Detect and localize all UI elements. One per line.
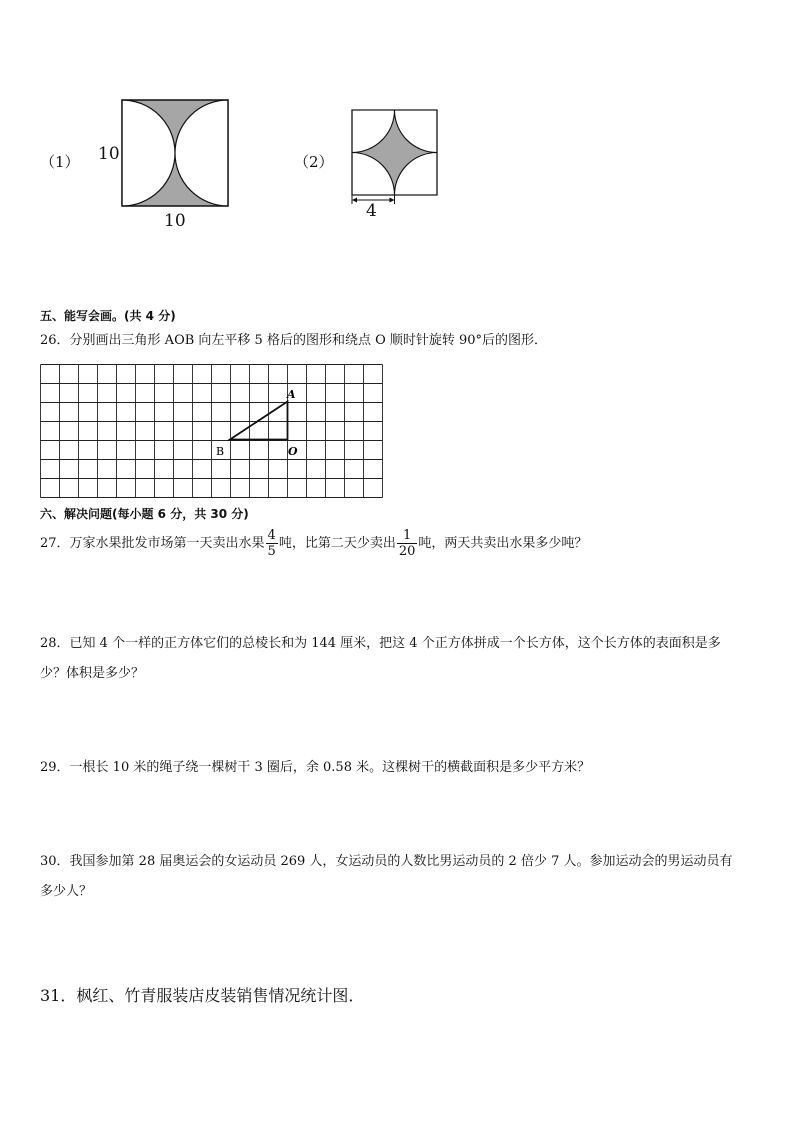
question-29-text: 29．一根长 10 米的绳子绕一棵树干 3 圈后，余 0.58 米。这棵树干的横截面积是多少平方米？ [40, 760, 591, 775]
question-28-line-1: 28．已知 4 个一样的正方体它们的总棱长和为 144 厘米，把这 4 个正方体拼成一个长方体，这个长方体的表面积是多 [40, 636, 721, 651]
question-26-text: 26．分别画出三角形 AOB 向左平移 5 格后的图形和绕点 O 顺时针旋转 90°后的图形． [40, 333, 548, 348]
question-27-part3: 吨，两天共卖出水果多少吨？ [418, 536, 588, 551]
fraction-2-numerator: 1 [397, 528, 418, 544]
question-26-grid [39, 364, 383, 498]
question-28-line-2: 少？体积是多少？ [40, 666, 145, 681]
figure-2-bottom-label: 4 [366, 201, 377, 221]
figure-1-bottom-label: 10 [164, 211, 186, 231]
figure-1-square-arcs [120, 99, 230, 209]
section-5-heading: 五、能写会画。(共 4 分) [40, 309, 176, 323]
fraction-four-fifths [266, 528, 278, 559]
point-a-label: A [287, 388, 296, 401]
triangle-aob [230, 402, 288, 440]
question-31-text: 31．枫红、竹青服装店皮装销售情况统计图． [40, 986, 365, 1005]
question-27-part2: 吨，比第二天少卖出 [278, 536, 396, 551]
grid-lines [41, 365, 383, 498]
section-6-heading: 六、解决问题(每小题 6 分，共 30 分) [40, 507, 249, 521]
point-b-label: B [216, 445, 225, 458]
figure-2-label: （2） [294, 153, 334, 171]
fraction-1-numerator: 4 [267, 528, 276, 543]
figure-1-label: （1） [40, 153, 80, 171]
question-30-line-2: 多少人？ [40, 884, 93, 899]
question-30-line-1: 30．我国参加第 28 届奥运会的女运动员 269 人，女运动员的人数比男运动员的 2 倍少 7 人。参加运动会的男运动员有 [40, 854, 733, 869]
fraction-1-denominator: 5 [267, 544, 276, 559]
point-o-label: O [288, 445, 298, 458]
question-27 [40, 524, 587, 564]
fraction-one-twentieth [397, 528, 418, 559]
figure-1-side-label: 10 [98, 144, 120, 164]
fraction-2-denominator: 20 [398, 544, 416, 559]
figure-2-square-quarter-circles [350, 108, 440, 218]
question-27-part1: 27．万家水果批发市场第一天卖出水果 [40, 536, 265, 551]
